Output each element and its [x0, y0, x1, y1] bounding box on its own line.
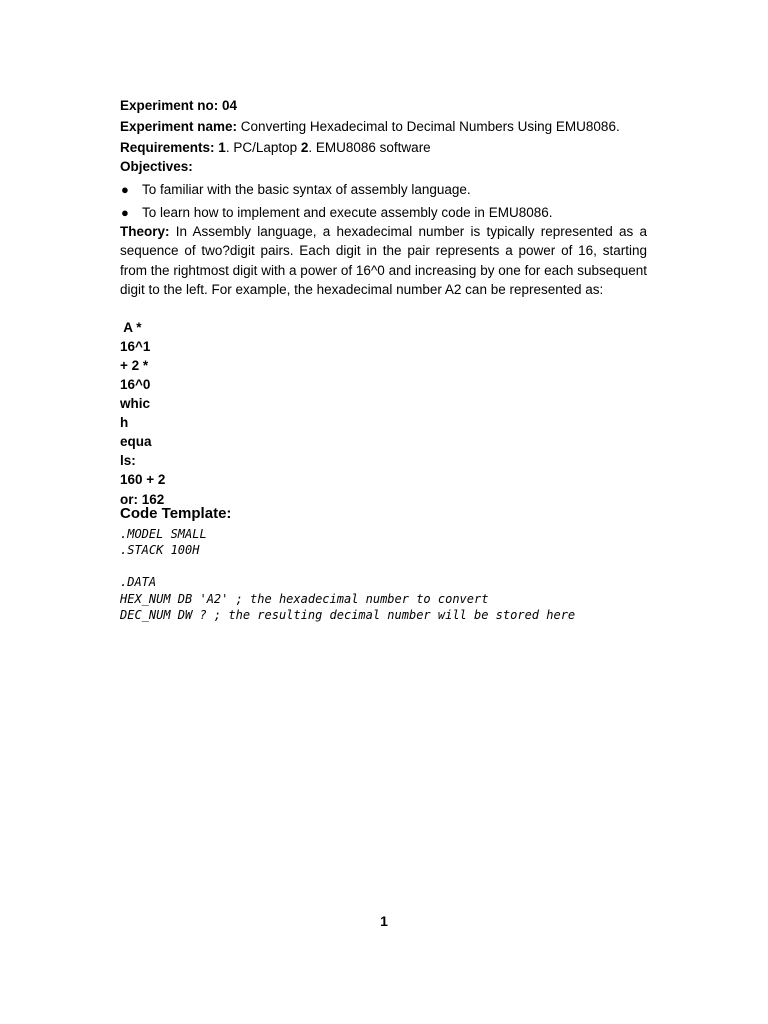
requirement-2-number: 2 [300, 140, 309, 155]
bullet-icon: ● [121, 182, 129, 197]
expression-line: equa [120, 434, 152, 449]
theory-paragraph [120, 222, 647, 300]
expression-line: 160 + 2 [120, 472, 166, 487]
requirements-label: Requirements: [120, 140, 215, 155]
experiment-number: Experiment no: 04 [120, 98, 238, 113]
expression-line: 16^1 [120, 339, 151, 354]
objectives-heading: Objectives: [120, 159, 193, 174]
code-line: .STACK 100H [120, 543, 200, 557]
expression-line: + 2 * [120, 358, 149, 373]
bullet-icon: ● [121, 205, 129, 220]
expression-line: or: 162 [120, 492, 165, 507]
objective-item: To familiar with the basic syntax of assembly language. [142, 182, 471, 197]
code-line: DEC_NUM DW ? ; the resulting decimal number will be stored here [120, 608, 576, 622]
expression-line: 16^0 [120, 377, 151, 392]
theory-text: In Assembly language, a hexadecimal number is typically represented as a sequence of two?digit pairs. Each digit in the pair represents a power of 16, starting from the rightmost digit with a power of 16^0 and increasing by one for each subsequent digit to the left. For example, the hexadecimal number A2 can be represented as: [120, 224, 647, 298]
code-template-heading: Code Template: [120, 505, 232, 522]
expression-line: whic [120, 396, 151, 411]
page-number: 1 [380, 913, 388, 929]
theory-label: Theory: [120, 224, 170, 239]
code-line: HEX_NUM DB 'A2' ; the hexadecimal number to convert [120, 592, 489, 606]
expression-line: A * [120, 320, 142, 335]
requirements [120, 138, 431, 157]
requirement-2-text: . EMU8086 software [308, 140, 431, 155]
experiment-name-label: Experiment name: [120, 119, 238, 134]
experiment-name [120, 117, 620, 136]
experiment-name-value: Converting Hexadecimal to Decimal Numbers Using EMU8086. [237, 119, 620, 134]
expression-line: ls: [120, 453, 136, 468]
objective-item: To learn how to implement and execute assembly code in EMU8086. [142, 205, 553, 220]
requirement-1-text: . PC/Laptop [225, 140, 301, 155]
code-line: .DATA [120, 575, 157, 589]
expression-line: h [120, 415, 129, 430]
code-line: .MODEL SMALL [120, 527, 207, 541]
requirement-1-number: 1 [218, 140, 226, 155]
